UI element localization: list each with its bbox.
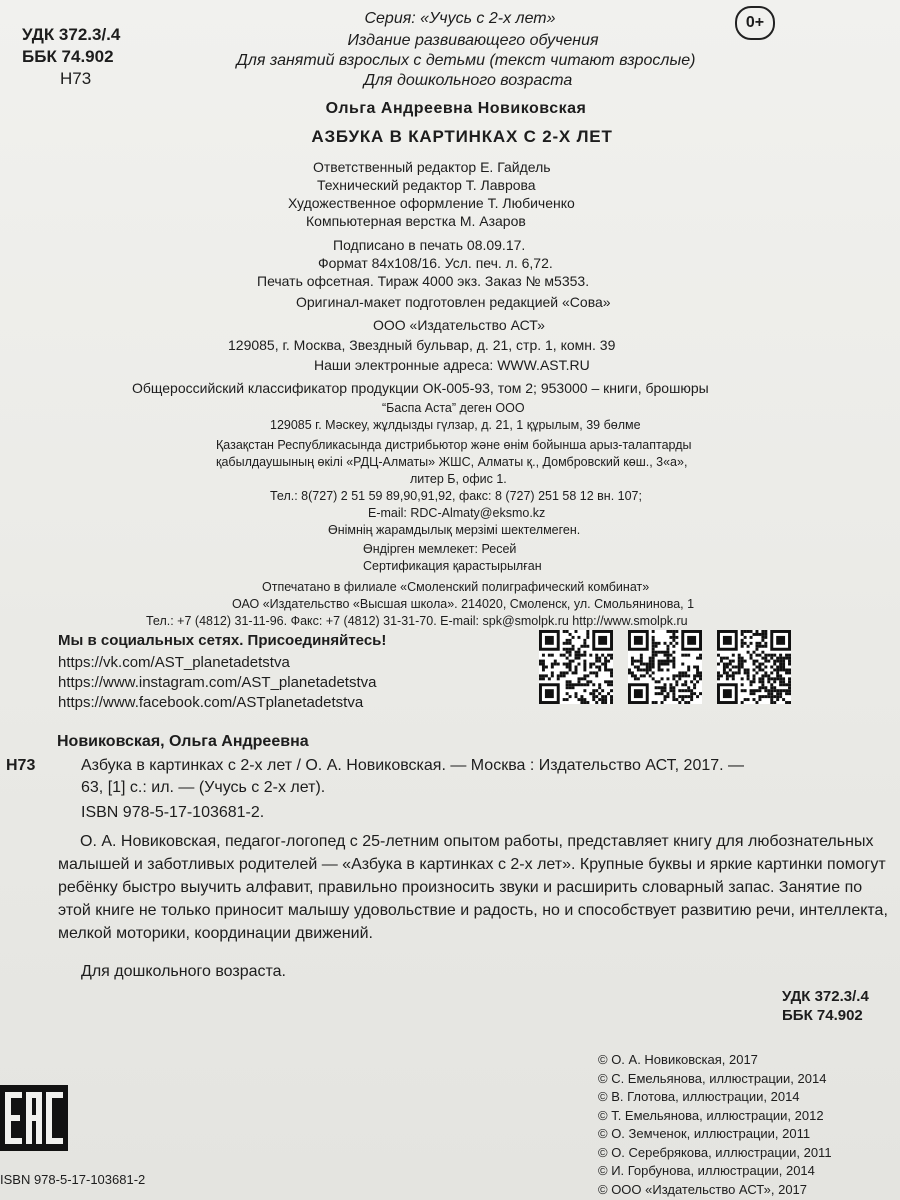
book-title: АЗБУКА В КАРТИНКАХ С 2-Х ЛЕТ xyxy=(311,127,613,146)
printer-line: Тел.: +7 (4812) 31-11-96. Факс: +7 (4812) 31-31-70. E-mail: spk@smolpk.ru http://www.smolpk.ru xyxy=(146,614,688,628)
kz-line: 129085 г. Мәскеу, жұлдызды гүлзар, д. 21, 1 құрылым, 39 бөлме xyxy=(270,418,641,432)
instagram-link[interactable]: https://www.instagram.com/AST_planetadetstva xyxy=(58,674,377,691)
author-name: Ольга Андреевна Новиковская xyxy=(325,100,587,117)
bbk-code: ББК 74.902 xyxy=(22,47,114,66)
instagram-qr-code[interactable] xyxy=(628,630,702,704)
kz-line: Тел.: 8(727) 2 51 59 89,90,91,92, факс: 8 (727) 251 58 12 вн. 107; xyxy=(270,489,642,503)
catalog-description: Азбука в картинках с 2-х лет / О. А. Новиковская. — Москва : Издательство АСТ, 2017. — xyxy=(81,757,745,774)
copyright-line: © Т. Емельянова, иллюстрации, 2012 xyxy=(598,1107,824,1123)
series-line-4: Для дошкольного возраста xyxy=(363,72,573,89)
kz-line: литер Б, офис 1. xyxy=(410,472,507,486)
facebook-qr-code[interactable] xyxy=(717,630,791,704)
editor-line: Технический редактор Т. Лаврова xyxy=(317,177,536,193)
catalog-author: Новиковская, Ольга Андреевна xyxy=(57,733,309,750)
printer-line: ОАО «Издательство «Высшая школа». 214020, Смоленск, ул. Смольянинова, 1 xyxy=(232,597,695,611)
copyright-line: © В. Глотова, иллюстрации, 2014 xyxy=(598,1089,800,1104)
audience-note: Для дошкольного возраста. xyxy=(81,963,286,980)
copyright-line: © И. Горбунова, иллюстрации, 2014 xyxy=(598,1163,815,1178)
print-line: Подписано в печать 08.09.17. xyxy=(333,237,526,253)
editor-line: Художественное оформление Т. Любиченко xyxy=(288,195,575,211)
kz-line: “Баспа Аста” деген ООО xyxy=(382,401,525,415)
print-line: Оригинал-макет подготовлен редакцией «Сова» xyxy=(296,294,611,310)
publisher-line: Наши электронные адреса: WWW.AST.RU xyxy=(314,357,590,373)
catalog-description-cont: 63, [1] с.: ил. — (Учусь с 2-х лет). xyxy=(81,779,326,796)
publisher-line: 129085, г. Москва, Звездный бульвар, д. 21, стр. 1, комн. 39 xyxy=(228,337,616,353)
udk-block-bottom xyxy=(782,987,869,1025)
kz-line: Сертификация қарастырылған xyxy=(363,559,542,573)
copyright-line: © О. Серебрякова, иллюстрации, 2011 xyxy=(598,1144,832,1160)
copyright-line: © О. А. Новиковская, 2017 xyxy=(598,1052,758,1067)
kz-line: Өнімнің жарамдылық мерзімі шектелмеген. xyxy=(328,523,581,537)
series-line-1: Серия: «Учусь с 2-х лет» xyxy=(364,10,556,27)
publisher-line: Общероссийский классификатор продукции ОК-005-93, том 2; 953000 – книги, брошюры xyxy=(132,380,709,396)
publisher-line: ООО «Издательство АСТ» xyxy=(373,317,545,333)
copyright-list xyxy=(598,1051,832,1199)
annotation xyxy=(58,830,888,945)
bbk-code: ББК 74.902 xyxy=(782,1007,863,1024)
kz-line: қабылдаушының өкілі «РДЦ-Алматы» ЖШС, Алматы қ., Домбровский көш., 3«а», xyxy=(216,455,688,469)
series-line-2: Издание развивающего обучения xyxy=(347,32,599,49)
print-line: Формат 84x108/16. Усл. печ. л. 6,72. xyxy=(318,255,553,271)
editor-line: Ответственный редактор Е. Гайдель xyxy=(313,159,551,175)
udk-code: УДК 372.3/.4 xyxy=(22,25,121,44)
author-mark: Н73 xyxy=(60,69,92,88)
copyright-line: © ООО «Издательство АСТ», 2017 xyxy=(598,1181,808,1197)
editor-line: Компьютерная верстка М. Азаров xyxy=(306,213,526,229)
copyright-line: © О. Земченок, иллюстрации, 2011 xyxy=(598,1126,811,1141)
social-heading: Мы в социальных сетях. Присоединяйтесь! xyxy=(58,632,387,649)
vk-link[interactable]: https://vk.com/AST_planetadetstva xyxy=(58,654,290,671)
kz-line: Өндірген мемлекет: Ресей xyxy=(363,542,517,556)
catalog-isbn: ISBN 978-5-17-103681-2. xyxy=(81,804,265,821)
copyright-line: © С. Емельянова, иллюстрации, 2014 xyxy=(598,1070,827,1086)
print-line: Печать офсетная. Тираж 4000 экз. Заказ № м5353. xyxy=(257,273,590,289)
udk-block-top xyxy=(22,24,120,90)
age-rating-badge: 0+ xyxy=(735,6,775,40)
series-line-3: Для занятий взрослых с детьми (текст читают взрослые) xyxy=(236,52,696,69)
kz-line: Қазақстан Республикасында дистрибьютор және өнім бойынша арыз-талаптарды xyxy=(216,438,692,452)
isbn-footer: ISBN 978-5-17-103681-2 xyxy=(0,1172,146,1187)
facebook-link[interactable]: https://www.facebook.com/ASTplanetadetstva xyxy=(58,694,364,711)
vk-qr-code[interactable] xyxy=(539,630,613,704)
kz-line: E-mail: RDC-Almaty@eksmo.kz xyxy=(368,506,546,520)
printer-line: Отпечатано в филиале «Смоленский полиграфический комбинат» xyxy=(262,580,650,594)
annotation-text: О. А. Новиковская, педагог-логопед с 25-летним опытом работы, представляет книгу для любознательных малышей и заботливых родителей — «Азбука в картинках с 2-х лет». Крупные буквы и яркие картинки помогут ребёнку быстро выучить алфавит, правильно произносить звуки и расширить словарный запас. Занятие по этой книге не только приносит малышу удовольствие и радость, но и способствует развитию речи, интеллекта, мелкой моторики, координации движений. xyxy=(58,833,888,942)
udk-code: УДК 372.3/.4 xyxy=(782,988,869,1005)
catalog-code: Н73 xyxy=(6,757,36,774)
eac-mark-icon xyxy=(0,1085,68,1151)
